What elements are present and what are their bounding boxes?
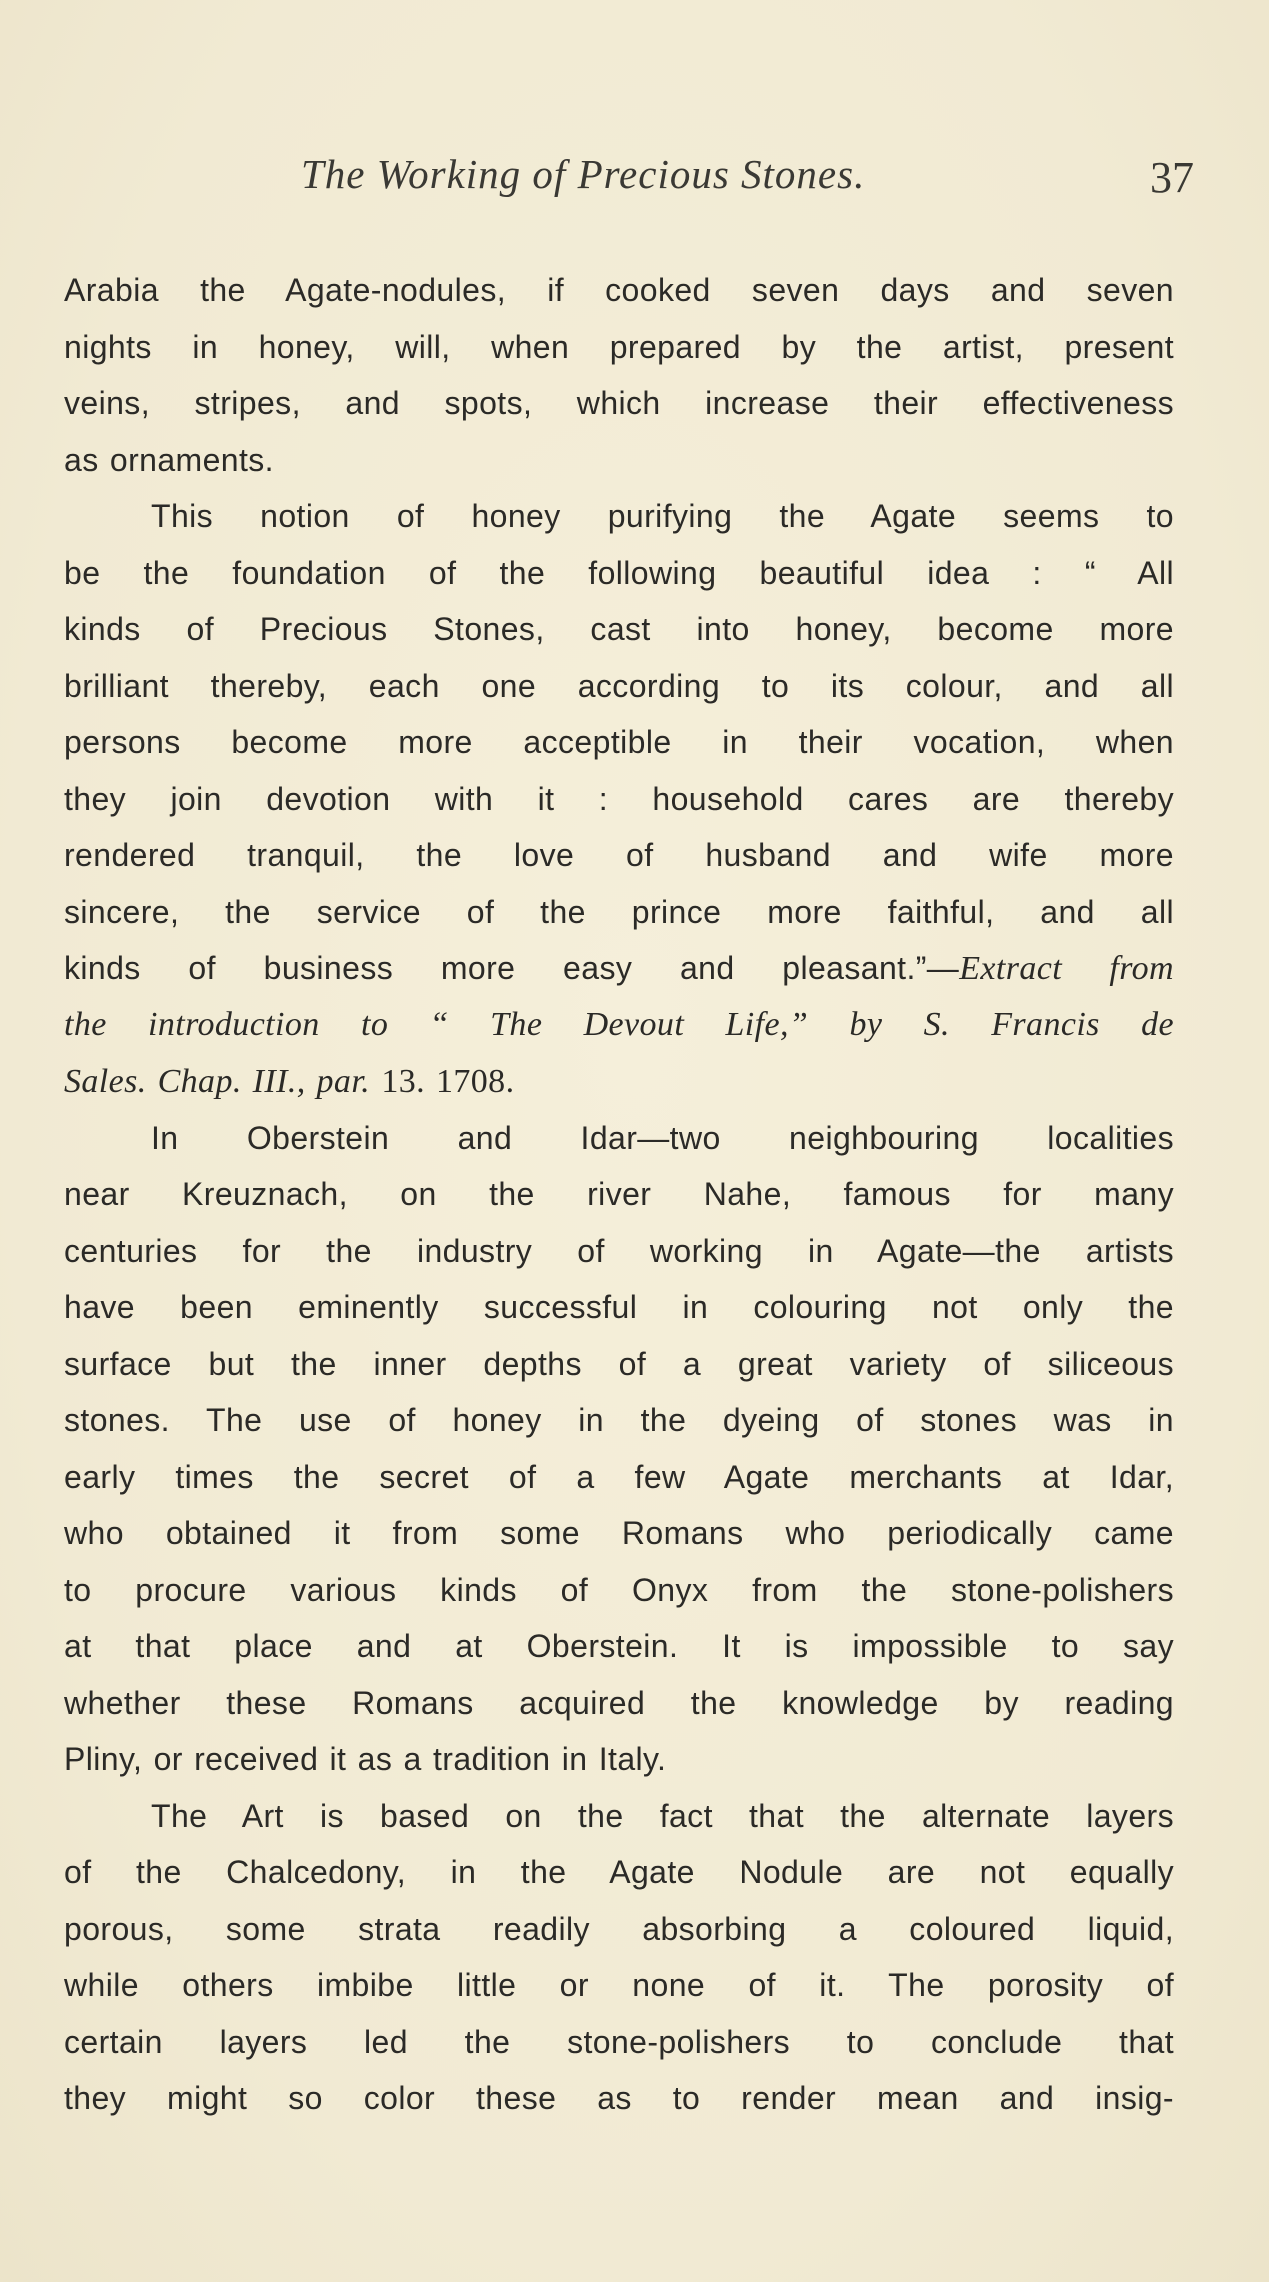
text-line: sincere, the service of the prince more faithful, and all	[64, 893, 1174, 930]
text-line: who obtained it from some Romans who periodically came	[64, 1515, 1174, 1551]
running-title: The Working of Precious Stones.	[301, 151, 866, 197]
text-line: porous, some strata readily absorbing a coloured liquid,	[64, 1910, 1174, 1947]
text-line: veins, stripes, and spots, which increase their effectiveness	[64, 385, 1174, 421]
text-line: brilliant thereby, each one according to its colour, and all	[64, 667, 1174, 704]
citation-fragment: Extract from	[959, 950, 1174, 987]
text-line	[64, 940, 1174, 997]
text-line: as ornaments.	[64, 441, 274, 478]
text-line: be the foundation of the following beautiful idea : “ All	[64, 554, 1174, 591]
text-line: rendered tranquil, the love of husband and wife more	[64, 837, 1174, 873]
citation-line	[64, 1053, 1174, 1110]
text-line: early times the secret of a few Agate merchants at Idar,	[64, 1458, 1174, 1495]
text-line: surface but the inner depths of a great variety of siliceous	[64, 1345, 1174, 1382]
text-line: persons become more acceptible in their vocation, when	[64, 724, 1174, 760]
text-line: nights in honey, will, when prepared by the artist, present	[64, 328, 1174, 365]
body-text	[64, 262, 1174, 2127]
page-number: 37	[1150, 153, 1194, 202]
page-header	[64, 150, 1194, 210]
text-line: have been eminently successful in colouring not only the	[64, 1289, 1174, 1325]
text-line: they might so color these as to render mean and insig-	[64, 2080, 1174, 2116]
text-line: certain layers led the stone-polishers to conclude that	[64, 2023, 1174, 2060]
text-line: In Oberstein and Idar—two neighbouring localities	[151, 1119, 1174, 1156]
text-line: while others imbibe little or none of it. The porosity of	[64, 1967, 1174, 2003]
citation-fragment: Sales. Chap. III., par.	[64, 1063, 371, 1100]
citation-fragment: 13. 1708.	[381, 1063, 515, 1100]
text-line: kinds of Precious Stones, cast into honey, become more	[64, 611, 1174, 647]
text-line: This notion of honey purifying the Agate seems to	[151, 498, 1174, 534]
text-line: Pliny, or received it as a tradition in Italy.	[64, 1741, 667, 1777]
text-line: whether these Romans acquired the knowledge by reading	[64, 1684, 1174, 1721]
text-line: centuries for the industry of working in Agate—the artists	[64, 1232, 1174, 1269]
text-line: stones. The use of honey in the dyeing of stones was in	[64, 1402, 1174, 1438]
text-line: of the Chalcedony, in the Agate Nodule are not equally	[64, 1854, 1174, 1890]
citation-line: the introduction to “ The Devout Life,” by S. Francis de	[64, 1005, 1174, 1043]
text-line: Arabia the Agate-nodules, if cooked seven days and seven	[64, 272, 1174, 308]
text-line: at that place and at Oberstein. It is impossible to say	[64, 1628, 1174, 1664]
text-line: near Kreuznach, on the river Nahe, famous for many	[64, 1176, 1174, 1212]
text-line: to procure various kinds of Onyx from the stone-polishers	[64, 1571, 1174, 1608]
text-line: they join devotion with it : household cares are thereby	[64, 780, 1174, 817]
text-line: The Art is based on the fact that the alternate layers	[151, 1797, 1174, 1834]
text-fragment: kinds of business more easy and pleasant.”—	[64, 950, 960, 986]
